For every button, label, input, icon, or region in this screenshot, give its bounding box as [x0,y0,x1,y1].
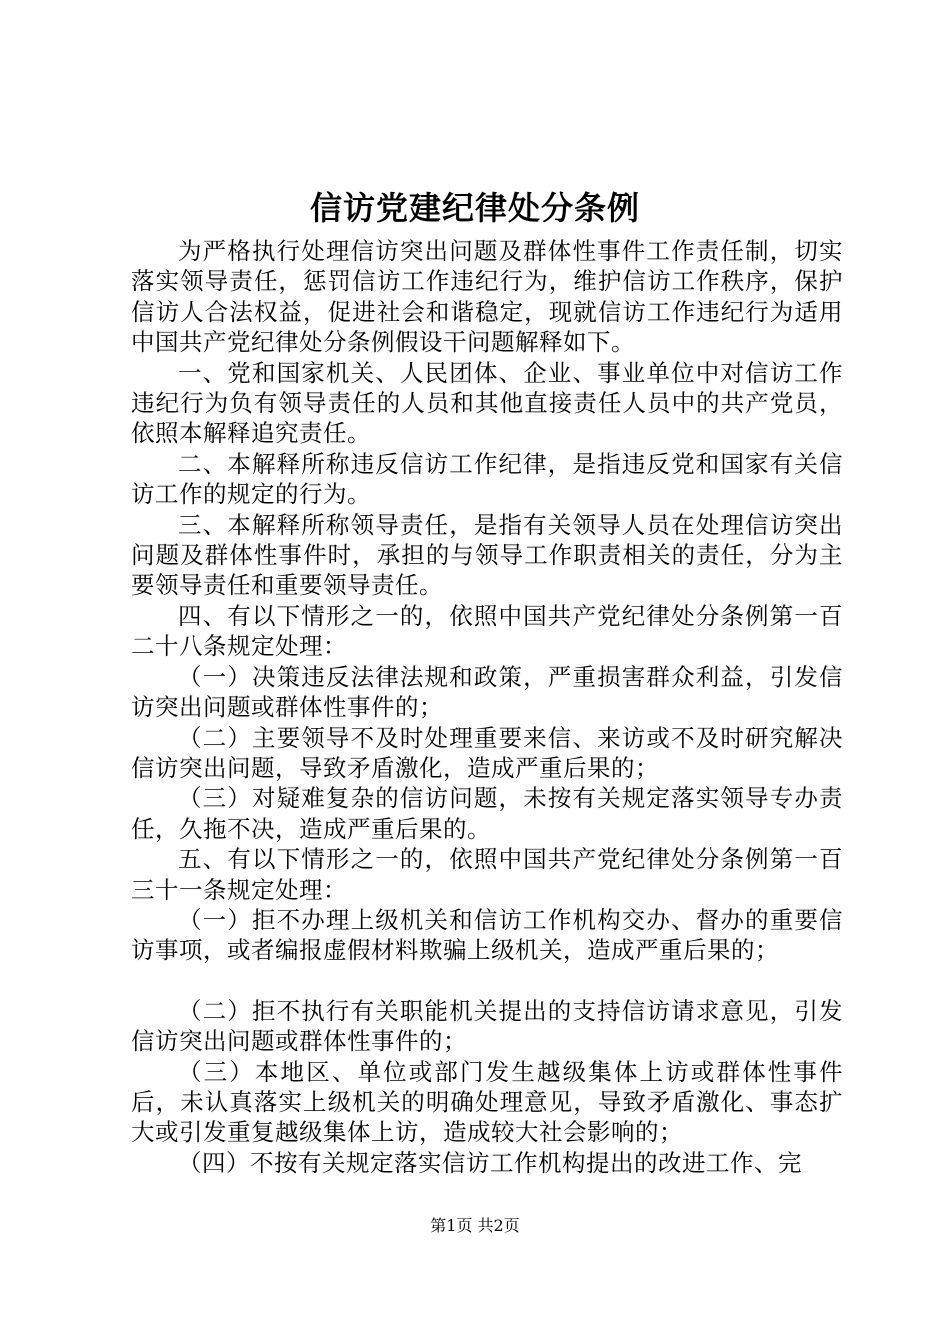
paragraph-article-4-item-3: （三）对疑难复杂的信访问题，未按有关规定落实领导专办责任，久拖不决，造成严重后果的。 [131,784,843,843]
paragraph-article-4-item-1: （一）决策违反法律法规和政策，严重损害群众利益，引发信访突出问题或群体性事件的； [131,662,843,722]
paragraph-article-2: 二、本解释所称违反信访工作纪律，是指违反党和国家有关信访工作的规定的行为。 [131,449,843,509]
paragraph-article-4: 四、有以下情形之一的，依照中国共产党纪律处分条例第一百二十八条规定处理： [131,601,843,661]
page-footer: 第1页 共2页 [430,1216,520,1235]
paragraph-article-5-item-4: （四）不按有关规定落实信访工作机构提出的改进工作、完 [178,1148,802,1177]
document-title: 信访党建纪律处分条例 [309,189,640,227]
paragraph-article-5: 五、有以下情形之一的，依照中国共产党纪律处分条例第一百三十一条规定处理： [131,845,843,904]
paragraph-preamble: 为严格执行处理信访突出问题及群体性事件工作责任制，切实落实领导责任，惩罚信访工作违纪行为，维护信访工作秩序，保护信访人合法权益，促进社会和谐稳定，现就信访工作违纪行为适用中国共产党纪律处分条例假设干问题解释如下。 [131,237,843,357]
paragraph-article-4-item-2: （二）主要领导不及时处理重要来信、来访或不及时研究解决信访突出问题，导致矛盾激化，造成严重后果的； [131,723,843,782]
paragraph-article-3: 三、本解释所称领导责任，是指有关领导人员在处理信访突出问题及群体性事件时，承担的与领导工作职责相关的责任，分为主要领导责任和重要领导责任。 [131,510,843,600]
paragraph-article-5-item-1: （一）拒不办理上级机关和信访工作机构交办、督办的重要信访事项，或者编报虚假材料欺骗上级机关，造成严重后果的； [131,905,843,965]
paragraph-article-1: 一、党和国家机关、人民团体、企业、事业单位中对信访工作违纪行为负有领导责任的人员和其他直接责任人员中的共产党员，依照本解释追究责任。 [131,358,843,448]
document-body [131,236,843,1178]
paragraph-article-5-item-3: （三）本地区、单位或部门发生越级集体上访或群体性事件后，未认真落实上级机关的明确处理意见，导致矛盾激化、事态扩大或引发重复越级集体上访，造成较大社会影响的； [131,1057,843,1147]
paragraph-article-5-item-2: （二）拒不执行有关职能机关提出的支持信访请求意见，引发信访突出问题或群体性事件的； [131,996,843,1056]
